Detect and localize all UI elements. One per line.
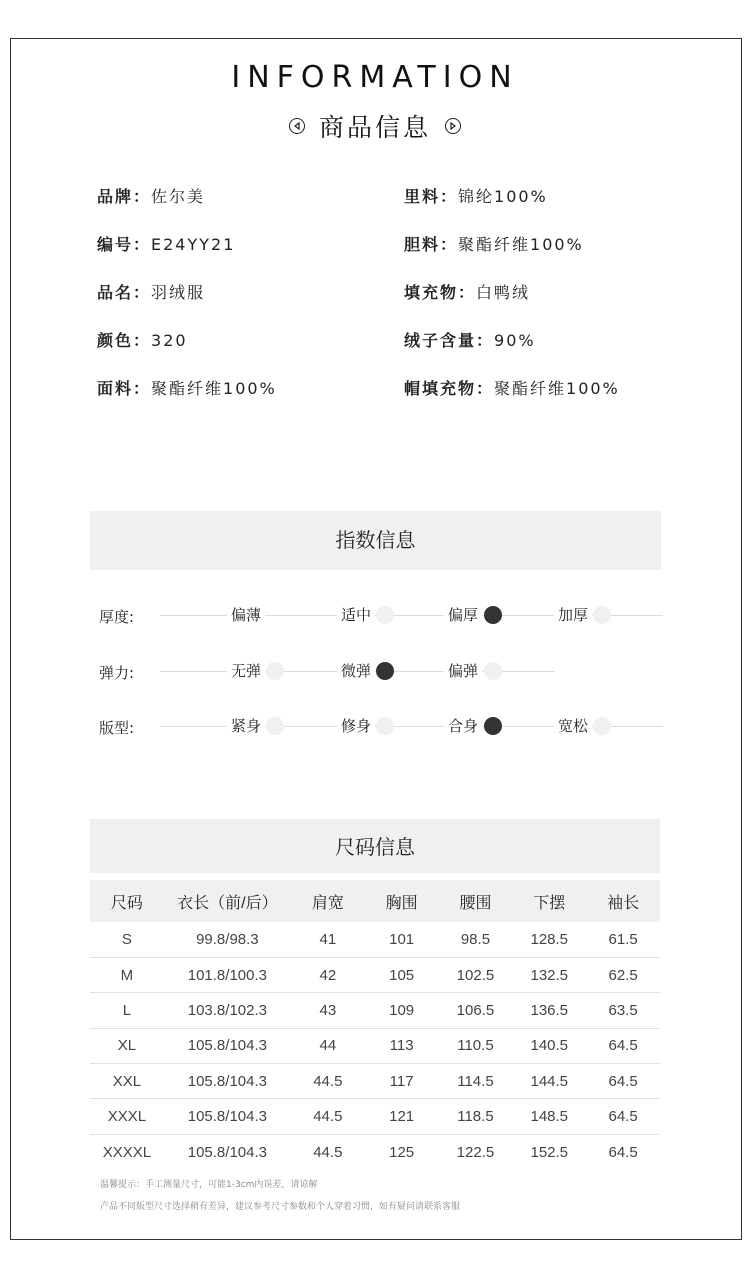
size-cell: 64.5 (586, 1099, 660, 1134)
size-cell: 121 (365, 1099, 439, 1134)
title-en: INFORMATION (231, 60, 519, 95)
size-cell: 42 (291, 957, 365, 992)
size-cell: 99.8/98.3 (164, 922, 291, 957)
info-down-content: 绒子含量：90% (404, 331, 536, 350)
index-dot (593, 606, 611, 624)
size-table-body (90, 922, 660, 1170)
size-cell: 105.8/104.3 (164, 1028, 291, 1063)
size-cell: 41 (291, 922, 365, 957)
size-cell: 105.8/104.3 (164, 1064, 291, 1099)
size-cell: 102.5 (439, 957, 513, 992)
size-cell: 106.5 (439, 993, 513, 1028)
circled-right-arrow-icon (445, 118, 461, 134)
size-cell: 63.5 (586, 993, 660, 1028)
size-col-header: 肩宽 (291, 880, 365, 922)
size-table (90, 880, 660, 1170)
size-col-header: 下摆 (512, 880, 586, 922)
size-cell: 44 (291, 1028, 365, 1063)
size-row (90, 957, 660, 992)
size-col-header: 腰围 (439, 880, 513, 922)
index-dot (266, 717, 284, 735)
index-option: 适中 (337, 604, 375, 625)
size-cell: 148.5 (512, 1099, 586, 1134)
size-cell: 140.5 (512, 1028, 586, 1063)
size-cell: 101.8/100.3 (164, 957, 291, 992)
size-cell: XL (90, 1028, 164, 1063)
size-cell: 136.5 (512, 993, 586, 1028)
size-cell: XXXL (90, 1099, 164, 1134)
circled-left-arrow-icon (289, 118, 305, 134)
size-row (90, 1064, 660, 1099)
info-hood-filling: 帽填充物：聚酯纤维100% (404, 379, 620, 398)
size-cell: 105.8/104.3 (187, 1143, 267, 1161)
index-option: 宽松 (554, 715, 592, 736)
size-row (90, 1099, 660, 1134)
size-cell: 128.5 (512, 922, 586, 957)
size-cell: M (90, 957, 164, 992)
index-option: 偏薄 (227, 604, 265, 625)
index-row-label: 版型: (99, 719, 135, 737)
size-col-header: 尺码 (90, 880, 164, 922)
size-row (90, 993, 660, 1028)
index-dot (593, 717, 611, 735)
size-cell: 110.5 (439, 1028, 513, 1063)
size-col-header: 胸围 (365, 880, 439, 922)
index-dot (376, 717, 394, 735)
index-dot (266, 662, 284, 680)
size-cell: 103.8/102.3 (164, 993, 291, 1028)
size-cell: 44.5 (313, 1143, 343, 1161)
index-dot (376, 606, 394, 624)
size-cell: 132.5 (512, 957, 586, 992)
size-cell: S (90, 922, 164, 957)
size-header-row (90, 880, 660, 922)
size-cell: XXXXL (102, 1143, 152, 1161)
index-option: 偏弹 (444, 660, 482, 681)
index-option: 紧身 (227, 715, 265, 736)
size-cell: 152.5 (530, 1143, 569, 1161)
size-cell: 122.5 (456, 1143, 495, 1161)
index-dot (484, 662, 502, 680)
size-cell: 44.5 (291, 1064, 365, 1099)
size-cell: 118.5 (439, 1099, 513, 1134)
size-cell: 98.5 (439, 922, 513, 957)
info-lining: 里料：锦纶100% (404, 187, 548, 206)
size-row (90, 1134, 660, 1169)
size-col-header: 衣长（前/后） (164, 880, 291, 922)
size-note-2: 产品不同版型尺寸选择稍有差异，建议参考尺寸参数和个人穿着习惯，如有疑问请联系客服 (100, 1202, 461, 1212)
info-name: 品名：羽绒服 (97, 283, 206, 302)
index-option: 无弹 (227, 660, 265, 681)
size-cell: 117 (365, 1064, 439, 1099)
size-cell: XXL (90, 1064, 164, 1099)
index-dot-selected (484, 606, 502, 624)
size-row (90, 922, 660, 957)
info-code: 编号：E24YY21 (97, 235, 236, 254)
size-cell: 64.5 (586, 1064, 660, 1099)
size-cell: 144.5 (512, 1064, 586, 1099)
index-row-label: 厚度: (99, 608, 135, 626)
info-fabric: 面料：聚酯纤维100% (97, 379, 277, 398)
size-cell: 114.5 (439, 1064, 513, 1099)
index-dot-selected (376, 662, 394, 680)
info-liner: 胆料：聚酯纤维100% (404, 235, 584, 254)
title-cn: 商品信息 (318, 113, 431, 142)
size-cell: 62.5 (586, 957, 660, 992)
info-brand: 品牌：佐尔美 (97, 187, 206, 206)
index-title-bar: 指数信息 (90, 511, 661, 570)
size-cell: 61.5 (586, 922, 660, 957)
size-cell: 113 (365, 1028, 439, 1063)
size-cell: 125 (389, 1143, 415, 1161)
size-cell: 43 (291, 993, 365, 1028)
size-title-bar: 尺码信息 (90, 819, 660, 873)
index-option: 微弹 (337, 660, 375, 681)
title-cn-row (0, 106, 750, 146)
index-option: 合身 (444, 715, 482, 736)
size-cell: 64.5 (608, 1143, 638, 1161)
info-filling: 填充物：白鸭绒 (404, 283, 531, 302)
info-color: 颜色：320 (97, 331, 188, 350)
size-cell: 101 (365, 922, 439, 957)
size-row (90, 1028, 660, 1063)
index-option: 加厚 (554, 604, 592, 625)
size-cell: 105.8/104.3 (164, 1099, 291, 1134)
index-option: 偏厚 (444, 604, 482, 625)
size-cell: 64.5 (586, 1028, 660, 1063)
size-cell: L (90, 993, 164, 1028)
size-cell: 44.5 (291, 1099, 365, 1134)
size-cell: 109 (365, 993, 439, 1028)
index-option: 修身 (337, 715, 375, 736)
size-col-header: 袖长 (586, 880, 660, 922)
size-note-1: 温馨提示：手工测量尺寸，可能1-3cm内误差，请谅解 (100, 1180, 318, 1190)
index-dot-selected (484, 717, 502, 735)
size-cell: 105 (365, 957, 439, 992)
index-row-label: 弹力: (99, 664, 135, 682)
